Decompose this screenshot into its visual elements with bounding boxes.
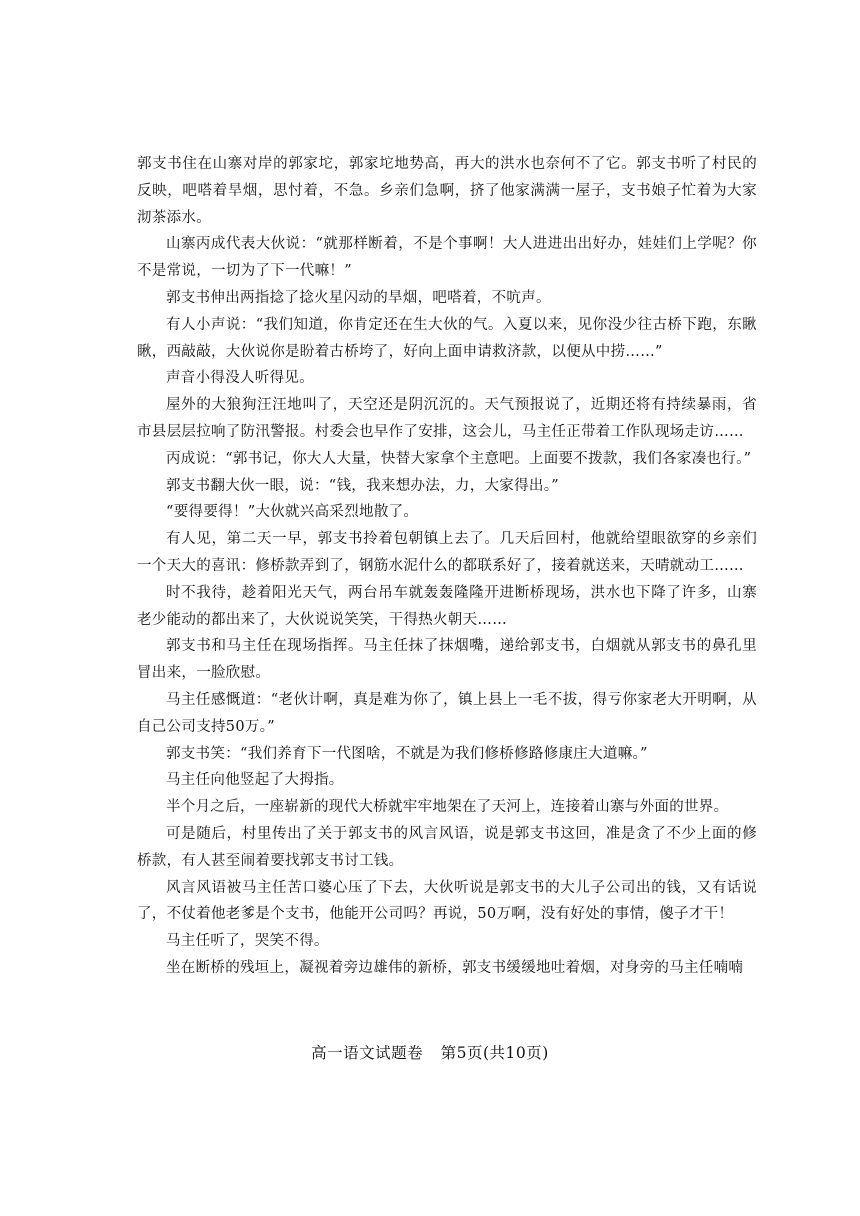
paragraph: 声音小得没人听得见。 (166, 370, 314, 387)
paragraph: 郭支书翻大伙一眼，说：“钱，我来想办法，力，大家得出。” (166, 477, 559, 494)
paragraph: 马主任向他竖起了大拇指。 (166, 772, 344, 789)
page-number: 第5页(共10页) (440, 1044, 549, 1062)
paragraph: 风言风语被马主任苦口婆心压了下去，大伙听说是郭支书的大儿子公司出的钱，又有话说了，不仗着他老爹是个支书，他能开公司吗？再说，50万啊，没有好处的事情，傻子才干！ (137, 879, 757, 923)
paragraph: “要得要得！”大伙就兴高采烈地散了。 (166, 504, 419, 521)
document-body (137, 151, 757, 982)
paragraph: 郭支书住在山寨对岸的郭家坨，郭家坨地势高，再大的洪水也奈何不了它。郭支书听了村民的反映，吧嗒着旱烟，思忖着，不急。乡亲们急啊，挤了他家满满一屋子，支书娘子忙着为大家沏茶添水。 (137, 156, 757, 226)
paragraph: 时不我待，趁着阳光天气，两台吊车就轰轰隆隆开进断桥现场，洪水也下降了许多，山寨老少能动的都出来了，大伙说说笑笑，干得热火朝天…… (137, 584, 757, 628)
paragraph: 半个月之后，一座崭新的现代大桥就牢牢地架在了天河上，连接着山寨与外面的世界。 (166, 799, 729, 816)
paragraph: 可是随后，村里传出了关于郭支书的风言风语，说是郭支书这回，准是贪了不少上面的修桥款，有人甚至闹着要找郭支书讨工钱。 (137, 825, 757, 869)
paragraph: 有人小声说：“我们知道，你肯定还在生大伙的气。入夏以来，见你没少往古桥下跑，东瞅瞅，西敲敲，大伙说你是盼着古桥垮了，好向上面申请救济款，以便从中捞……” (137, 316, 757, 360)
paragraph: 郭支书和马主任在现场指挥。马主任抹了抹烟嘴，递给郭支书，白烟就从郭支书的鼻孔里冒出来，一脸欣慰。 (137, 638, 757, 682)
paragraph: 屋外的大狼狗汪汪地叫了，天空还是阴沉沉的。天气预报说了，近期还将有持续暴雨，省市县层层拉响了防汛警报。村委会也早作了安排，这会儿，马主任正带着工作队现场走访…… (137, 397, 757, 440)
paragraph: 山寨丙成代表大伙说：“就那样断着，不是个事啊！大人进进出出好办，娃娃们上学呢？你不是常说，一切为了下一代嘛！” (137, 236, 757, 280)
exam-title: 高一语文试题卷 (311, 1044, 424, 1062)
paragraph: 丙成说：“郭书记，你大人大量，快替大家拿个主意吧。上面要不拨款，我们各家凑也行。” (166, 450, 752, 467)
page-footer (0, 1041, 860, 1063)
paragraph: 郭支书笑：“我们养育下一代图啥，不就是为我们修桥修路修康庄大道嘛。” (166, 745, 648, 762)
paragraph: 马主任听了，哭笑不得。 (166, 933, 329, 950)
paragraph: 有人见，第二天一早，郭支书拎着包朝镇上去了。几天后回村，他就给望眼欲穿的乡亲们一个天大的喜讯：修桥款弄到了，钢筋水泥什么的都联系好了，接着就送来，天晴就动工…… (137, 531, 757, 574)
paragraph: 郭支书伸出两指捻了捻火星闪动的旱烟，吧嗒着，不吭声。 (166, 289, 551, 306)
paragraph: 坐在断桥的残垣上，凝视着旁边雄伟的新桥，郭支书缓缓地吐着烟，对身旁的马主任喃喃 (166, 959, 744, 976)
paragraph: 马主任感慨道：“老伙计啊，真是难为你了，镇上县上一毛不拔，得亏你家老大开明啊，从自己公司支持50万。” (137, 691, 757, 735)
